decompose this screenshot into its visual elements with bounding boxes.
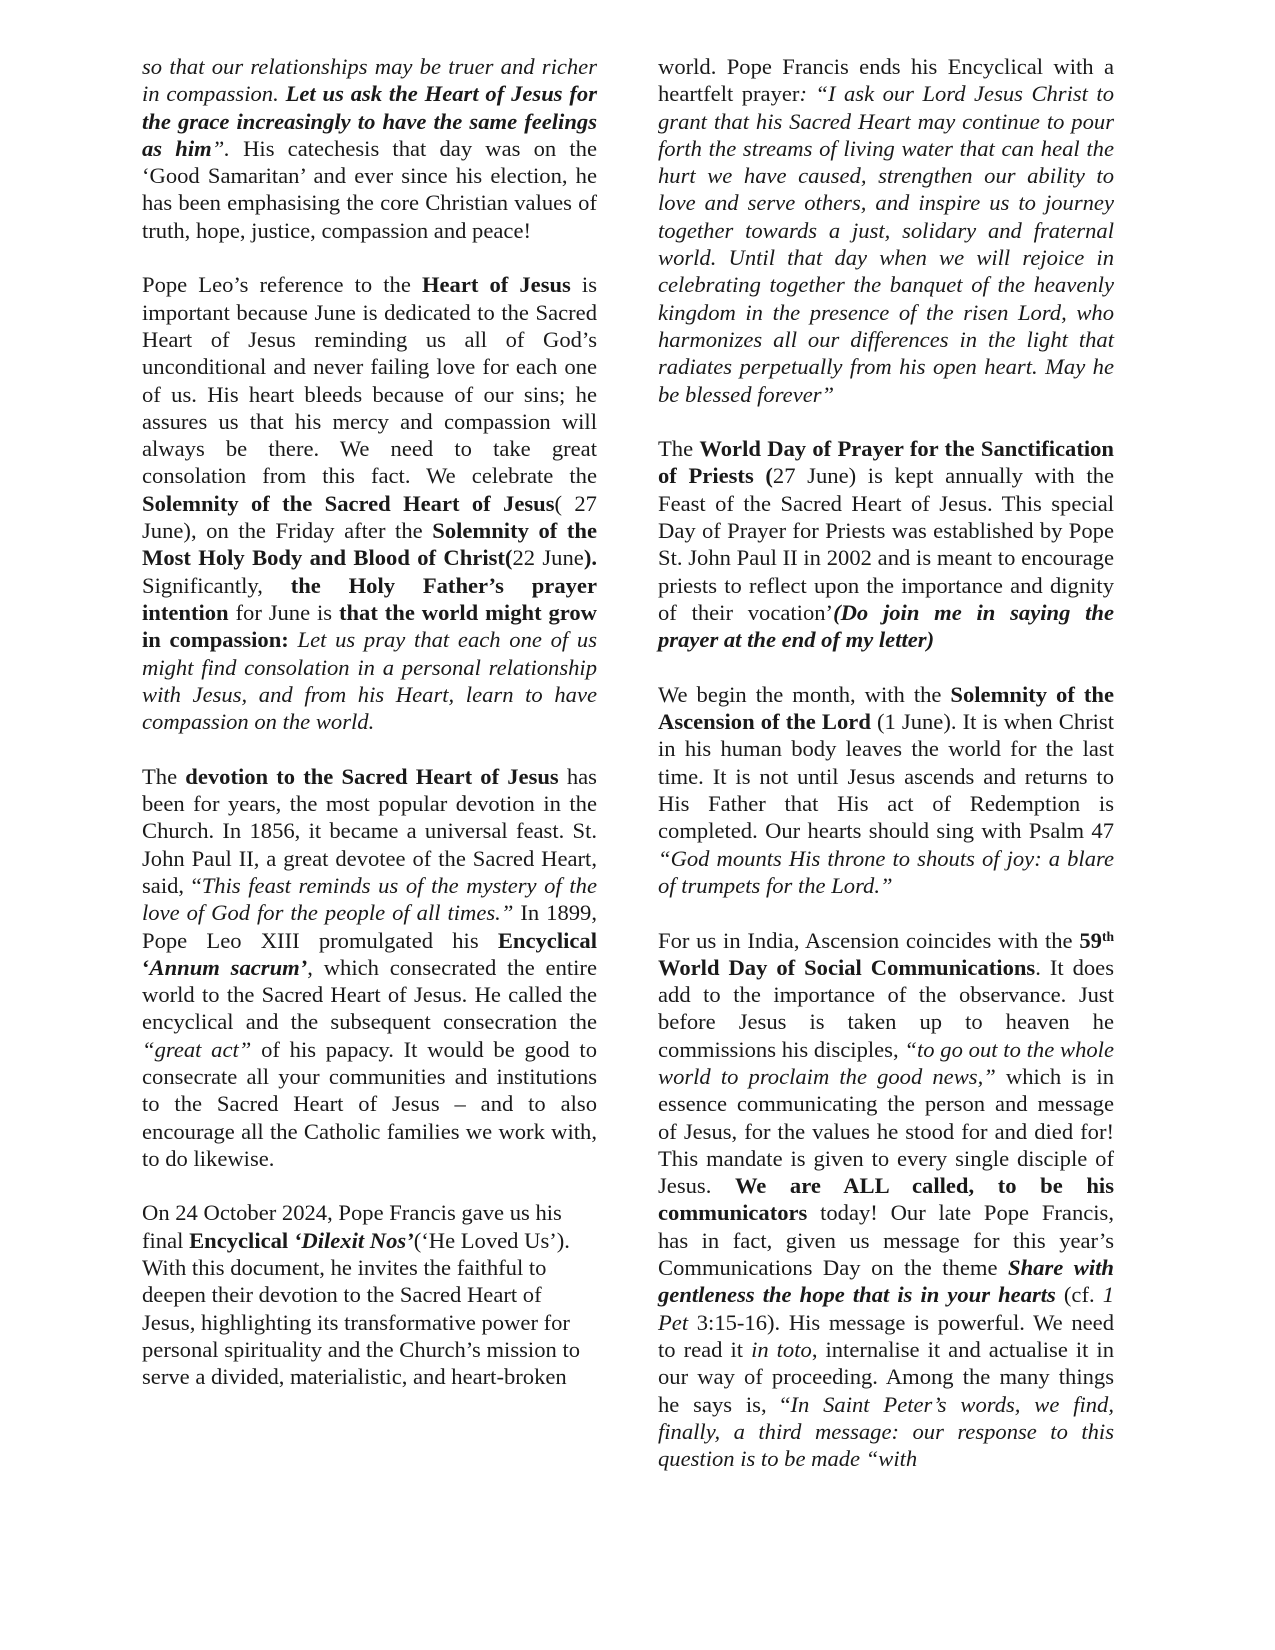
text-span: Solemnity of the Most Holy Body and Blood of Christ( [142,518,598,571]
text-span: : “I ask our Lord Jesus Christ to grant that his Sacred Heart may continue to pour forth the streams of living water that can heal the hurt we have caused, strengthen our ability to love and serve others, and inspire us to journey together towards a just, solidary and fraternal world. Until that day when we will rejoice in celebrating together the banquet of the heavenly kingdom in the presence of the risen Lord, who harmonizes all our differences in the light that radiates perpetually from his open heart. May he be blessed forever” [658,81,1114,407]
right-column [658,53,1114,1472]
text-span: World Day of Prayer for the Sanctification of Priests ( [658,436,1114,489]
text-span: 59 [1079,927,1102,953]
paragraph-gap [658,408,1114,435]
text-span: The [142,763,186,789]
paragraph-gap [142,735,597,762]
left-paragraph-1 [142,53,597,244]
text-span: (cf. [1055,1282,1103,1308]
text-span: Let us ask the Heart of Jesus for the grace increasingly to have the same feelings as him [142,81,597,161]
text-span: Significantly, [142,572,291,598]
right-paragraph-2 [658,435,1114,653]
text-span: We are ALL called, to be his communicators [658,1173,1114,1226]
text-span: of his papacy. It would be good to consecrate all your communities and institutions to the Sacred Heart of Jesus – and to also encourage all the Catholic families we work with, to do likewise. [142,1036,597,1171]
text-span: “great act” [142,1036,252,1062]
text-span: is important because June is dedicated to the Sacred Heart of Jesus reminding us all of God’s unconditional and never failing love for each one of us. His heart bleeds because of our sins; he assures us that his mercy and compassion will always be there. We need to take great consolation from this fact. We celebrate the [142,272,598,489]
text-span: In Saint Peter’s words, we find, finally, a third message: our response to this question is to be made “with [658,1391,1114,1472]
text-span: for June is [228,599,339,625]
text-span: in toto [751,1336,812,1362]
text-span: so that our relationships may be truer and richer in compassion. [142,54,597,107]
text-span: Annum sacrum’ [149,954,308,980]
text-span: For us in India, Ascension coincides with the [658,927,1080,953]
text-span: which is in essence communicating the person and message of Jesus, for the values he stood for and died for! This mandate is given to every single disciple of Jesus. [658,1063,1114,1199]
text-span: (‘He Loved Us’). With this document, he invites the faithful to deepen their devotion to the Sacred Heart of Jesus, highlighting its transformative power for personal spirituality and the Church’s mission to serve a divided, materialistic, and heart-broken [142,1227,581,1390]
text-span: (Do join me in saying the prayer at the end of my letter) [658,599,1115,653]
text-span: Encyclical [189,1227,294,1253]
text-span: Pope Leo’s reference to the [142,272,422,298]
paragraph-gap [658,899,1114,926]
text-span: ). [583,545,597,571]
paragraph-gap [142,244,597,271]
paragraph-gap [658,654,1114,681]
text-span: This feast reminds us of the mystery of the love of God for the people of all times.” [142,872,597,926]
text-span: Let us pray that each one of us might find consolation in a personal relationship with Jesus, and from his Heart, learn to have compassion on the world. [142,627,597,735]
right-paragraph-4 [658,927,1114,1473]
text-span: “to go out to the whole world to proclaim the good news,” [658,1036,1114,1089]
text-span: 27 June) is kept annually with the Feast of the Sacred Heart of Jesus. This special Day of Prayer for Priests was established by Pope St. John Paul II in 2002 and is meant to encourage priests to reflect upon the importance and dignity of their vocation’ [658,463,1114,625]
left-paragraph-4 [142,1199,597,1390]
text-span: World Day of Social Communications [658,954,1036,980]
text-span: th [1101,929,1114,945]
text-span: , internalise it and actualise it in our way of proceeding. Among the many things he says is, “ [658,1336,1115,1417]
text-span: has been for years, the most popular devotion in the Church. In 1856, it became a universal feast. St. John Paul II, a great devotee of the Sacred Heart, said, “ [142,763,597,898]
text-span: today! Our late Pope Francis, has in fact, given us message for this year’s Communications Day on the theme [658,1200,1114,1281]
text-span: 22 June [512,545,584,571]
right-paragraph-3 [658,681,1114,899]
text-span: Share with gentleness the hope that is in your hearts [658,1255,1114,1308]
text-span: Solemnity of the Sacred Heart of Jesus [142,490,555,516]
text-span: that the world might grow in compassion: [142,599,597,653]
text-span: On 24 October 2024, Pope Francis gave us his final [142,1200,562,1253]
text-span: the Holy Father’s prayer intention [142,572,597,625]
text-span: Encyclical ‘ [142,927,597,980]
paragraph-gap [142,1172,597,1199]
text-span: In 1899, Pope Leo XIII promulgated his [142,900,597,953]
text-span: “God mounts His throne to shouts of joy: a blare of trumpets for the Lord.” [658,845,1114,898]
text-span: , which consecrated the entire world to the Sacred Heart of Jesus. He called the encyclical and the subsequent consecration the [142,954,597,1035]
text-span: ‘Dilexit Nos’ [293,1227,414,1253]
text-span: Solemnity of the Ascension of the Lord [658,681,1114,735]
text-span: (1 June). It is when Christ in his human body leaves the world for the last time. It is not until Jesus ascends and returns to His Father that His act of Redemption is completed. Our hearts should sing with Psalm 47 [658,709,1114,844]
left-paragraph-2 [142,271,597,735]
left-column [142,53,597,1391]
text-span: We begin the month, with the [658,681,951,707]
text-span: 1 Pet [658,1282,1114,1335]
left-paragraph-3 [142,763,597,1172]
text-span: His catechesis that day was on the ‘Good Samaritan’ and ever since his election, he has been emphasising the core Christian values of truth, hope, justice, compassion and peace! [142,135,597,243]
text-span: The [658,436,700,462]
text-span: ”. [211,135,244,161]
right-paragraph-1 [658,53,1114,408]
text-span: world. Pope Francis ends his Encyclical with a heartfelt prayer [658,54,1114,107]
text-span: 3:15-16). His message is powerful. We need to read it [658,1309,1114,1362]
text-span: . It does add to the importance of the observance. Just before Jesus is taken up to heaven he commissions his disciples, [658,954,1114,1062]
text-span: ( 27 June), on the Friday after the [142,490,597,544]
text-span: Heart of Jesus [421,272,571,298]
text-span: devotion to the Sacred Heart of Jesus [185,763,559,789]
